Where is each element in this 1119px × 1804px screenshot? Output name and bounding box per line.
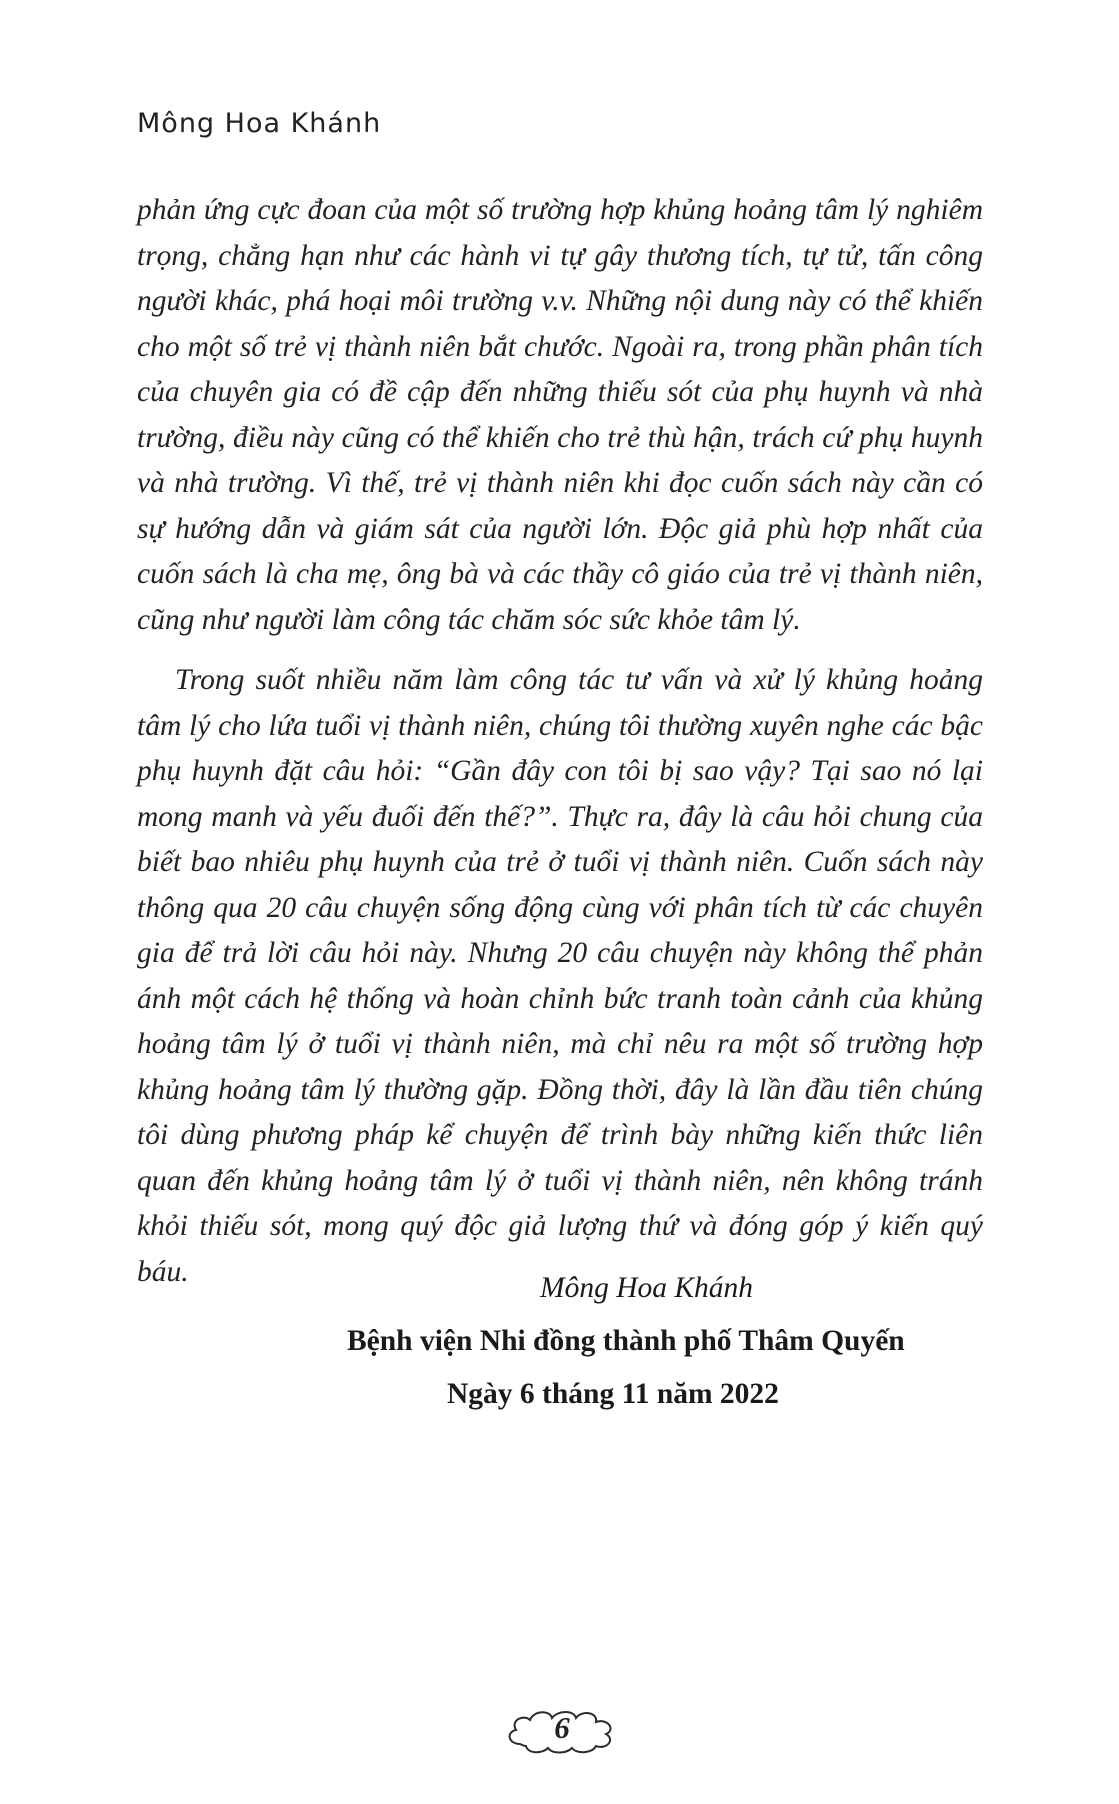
paragraph-2: Trong suốt nhiều năm làm công tác tư vấn và xử lý khủng hoảng tâm lý cho lứa tuổi vị thành niên, chúng tôi thường xuyên nghe các bậc phụ huynh đặt câu hỏi: “Gần đây con tôi bị sao vậy? Tại sao nó lại mong manh và yếu đuối đến thế?”. Thực ra, đây là câu hỏi chung của biết bao nhiêu phụ huynh của trẻ ở tuổi vị thành niên. Cuốn sách này thông qua 20 câu chuyện sống động cùng với phân tích từ các chuyên gia để trả lời câu hỏi này. Nhưng 20 câu chuyện này không thể phản ánh một cách hệ thống và hoàn chỉnh bức tranh toàn cảnh của khủng hoảng tâm lý ở tuổi vị thành niên, mà chỉ nêu ra một số trường hợp khủng hoảng tâm lý thường gặp. Đồng thời, đây là lần đầu tiên chúng tôi dùng phương pháp kể chuyện để trình bày những kiến thức liên quan đến khủng hoảng tâm lý ở tuổi vị thành niên, nên không tránh khỏi thiếu sót, mong quý độc giả lượng thứ và đóng góp ý kiến quý báu. — [137, 664, 983, 1288]
signature-author: Mông Hoa Khánh — [540, 1272, 754, 1304]
running-head-title: Mông Hoa Khánh — [137, 108, 382, 139]
signature-date: Ngày 6 tháng 11 năm 2022 — [447, 1378, 779, 1410]
paragraph-1: phản ứng cực đoan của một số trường hợp khủng hoảng tâm lý nghiêm trọng, chẳng hạn như các hành vi tự gây thương tích, tự tử, tấn công người khác, phá hoại môi trường v.v. Những nội dung này có thể khiến cho một số trẻ vị thành niên bắt chước. Ngoài ra, trong phần phân tích của chuyên gia có đề cập đến những thiếu sót của phụ huynh và nhà trường, điều này cũng có thể khiến cho trẻ thù hận, trách cứ phụ huynh và nhà trường. Vì thế, trẻ vị thành niên khi đọc cuốn sách này cần có sự hướng dẫn và giám sát của người lớn. Độc giả phù hợp nhất của cuốn sách là cha mẹ, ông bà và các thầy cô giáo của trẻ vị thành niên, cũng như người làm công tác chăm sóc sức khỏe tâm lý. — [137, 194, 983, 636]
page-number-badge — [502, 1704, 622, 1756]
body-text — [137, 188, 983, 1295]
signature-organization: Bệnh viện Nhi đồng thành phố Thâm Quyến — [347, 1325, 905, 1357]
page-number: 6 — [554, 1710, 570, 1745]
